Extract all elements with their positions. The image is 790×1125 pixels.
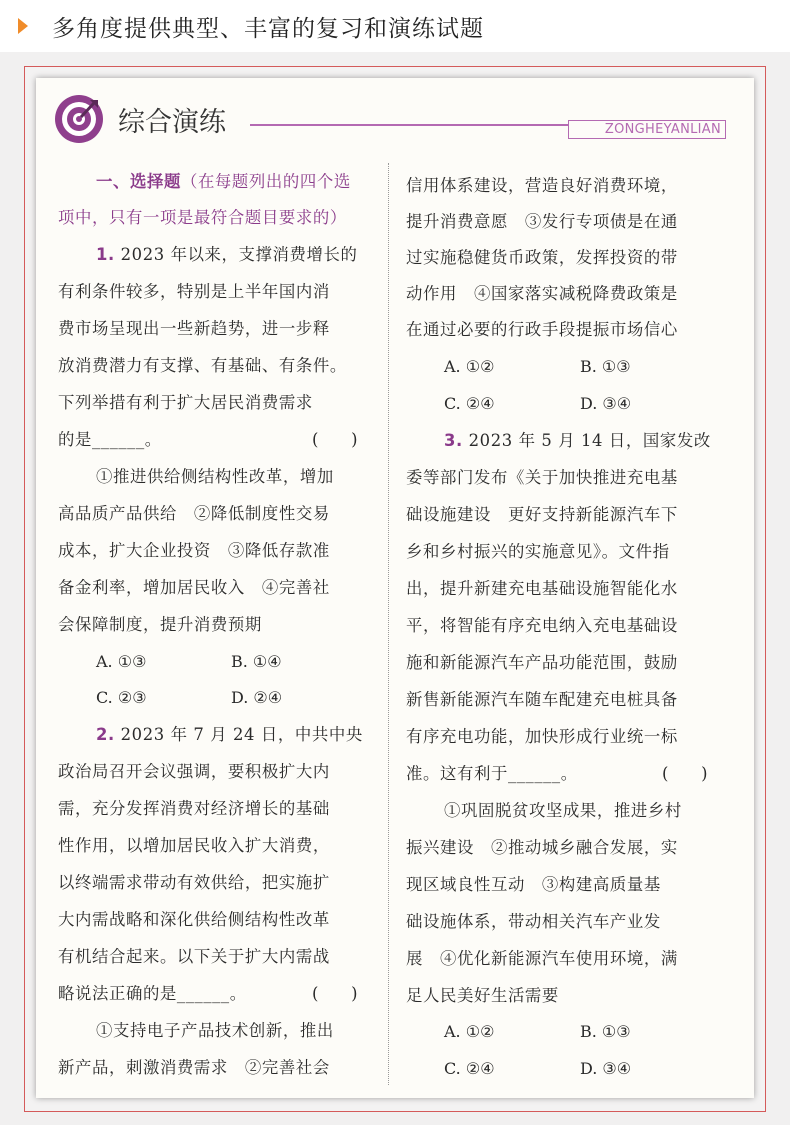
section-heading-line (96, 172, 351, 192)
statement-line: 础设施体系，带动相关汽车产业发 (406, 912, 661, 931)
statement-line: 足人民美好生活需要 (406, 986, 559, 1005)
question-text-line: 有序充电功能，加快形成行业统一标 (406, 727, 678, 746)
statement-line: ①巩固脱贫攻坚成果，推进乡村 (444, 801, 682, 820)
statement-line: 动作用 ④国家落实减税降费政策是 (406, 284, 678, 303)
option-a: A. ①② (444, 1022, 495, 1041)
triangle-bullet-icon (18, 18, 28, 34)
question-text-line: 政治局召开会议强调，要积极扩大内 (58, 762, 330, 781)
question-text-line: 2023 年 7 月 24 日，中共中央 (120, 725, 363, 744)
statement-line: 备金利率，增加居民收入 ④完善社 (58, 578, 330, 597)
answer-blank: ( ) (312, 430, 358, 449)
answer-blank: ( ) (662, 764, 708, 783)
statement-line: 振兴建设 ②推动城乡融合发展，实 (406, 838, 678, 857)
question-text-line: 准。这有利于______。 (406, 764, 578, 783)
question-text-line: 费市场呈现出一些新趋势，进一步释 (58, 319, 330, 338)
statement-line: ①支持电子产品技术创新，推出 (96, 1021, 334, 1040)
statement-line: 展 ④优化新能源汽车使用环境，满 (406, 949, 678, 968)
question-text-line: 新售新能源汽车随车配建充电桩具备 (406, 690, 678, 709)
column-divider (388, 163, 389, 1085)
banner-title: 多角度提供典型、丰富的复习和演练试题 (52, 16, 484, 42)
question-text-line: 的是______。 (58, 430, 162, 449)
question-text-line: 略说法正确的是______。 (58, 984, 247, 1003)
option-c: C. ②④ (444, 1059, 495, 1078)
statement-line: 高品质产品供给 ②降低制度性交易 (58, 504, 330, 523)
statement-line: 现区域良性互动 ③构建高质量基 (406, 875, 661, 894)
question-text-line: 有利条件较多，特别是上半年国内消 (58, 282, 330, 301)
option-d: D. ③④ (580, 1059, 632, 1078)
option-a: A. ①② (444, 357, 495, 376)
question-text-line: 平，将智能有序充电纳入充电基础设 (406, 616, 678, 635)
question-text-line: 础设施建设 更好支持新能源汽车下 (406, 505, 678, 524)
statement-line: 在通过必要的行政手段提振市场信心 (406, 320, 678, 339)
statement-line: 信用体系建设，营造良好消费环境， (406, 176, 678, 195)
question-text-line: 需，充分发挥消费对经济增长的基础 (58, 799, 330, 818)
question-1-stem (96, 245, 357, 265)
option-c: C. ②③ (96, 688, 147, 707)
option-b: B. ①④ (231, 652, 282, 671)
question-text-line: 2023 年 5 月 14 日，国家发改 (468, 431, 711, 450)
question-text-line: 以终端需求带动有效供给，把实施扩 (58, 873, 330, 892)
option-d: D. ②④ (231, 688, 283, 707)
target-icon (54, 94, 104, 144)
statement-line: 成本，扩大企业投资 ③降低存款准 (58, 541, 330, 560)
statement-line: 提升消费意愿 ③发行专项债是在通 (406, 212, 678, 231)
question-2-stem (96, 725, 363, 745)
question-text-line: 出，提升新建充电基础设施智能化水 (406, 579, 678, 598)
section-heading: 一、选择题 (96, 172, 181, 191)
option-b: B. ①③ (580, 1022, 631, 1041)
statement-line: 会保障制度，提升消费预期 (58, 615, 262, 634)
question-text-line: 乡和乡村振兴的实施意见》。文件指 (406, 542, 670, 561)
top-banner (0, 0, 790, 52)
question-number: 3. (444, 431, 463, 450)
question-text-line: 施和新能源汽车产品功能范围，鼓励 (406, 653, 678, 672)
option-c: C. ②④ (444, 394, 495, 413)
option-a: A. ①③ (96, 652, 147, 671)
question-text-line: 有机结合起来。以下关于扩大内需战 (58, 947, 330, 966)
statement-line: 新产品，刺激消费需求 ②完善社会 (58, 1058, 330, 1077)
option-d: D. ③④ (580, 394, 632, 413)
section-note-1: （在每题列出的四个选 (180, 172, 351, 191)
question-text-line: 下列举措有利于扩大居民消费需求 (58, 393, 313, 412)
question-text-line: 委等部门发布《关于加快推进充电基 (406, 468, 678, 487)
section-note-2: 项中，只有一项是最符合题目要求的） (58, 208, 347, 227)
section-note-line (58, 208, 347, 228)
question-3-stem (444, 431, 711, 451)
question-text-line: 2023 年以来，支撑消费增长的 (120, 245, 358, 264)
statement-line: 过实施稳健货币政策，发挥投资的带 (406, 248, 678, 267)
question-number: 1. (96, 245, 115, 264)
question-number: 2. (96, 725, 115, 744)
answer-blank: ( ) (312, 984, 358, 1003)
question-text-line: 放消费潜力有支撑、有基础、有条件。 (58, 356, 347, 375)
statement-line: ①推进供给侧结构性改革，增加 (96, 467, 334, 486)
section-title: 综合演练 (118, 107, 226, 138)
option-b: B. ①③ (580, 357, 631, 376)
question-text-line: 大内需战略和深化供给侧结构性改革 (58, 910, 330, 929)
section-subtitle: ZONGHEYANLIAN (568, 120, 726, 139)
question-text-line: 性作用，以增加居民收入扩大消费， (58, 836, 330, 855)
